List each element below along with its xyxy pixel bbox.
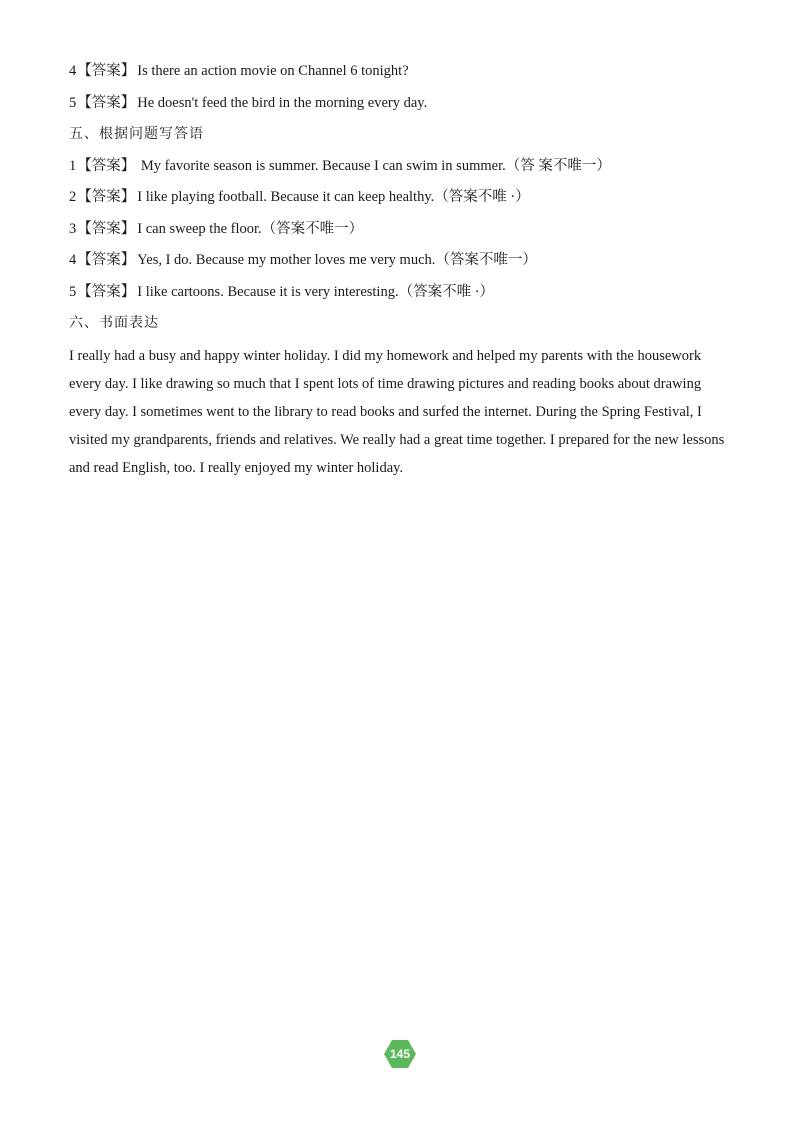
answer-number: 1: [69, 157, 77, 174]
document-body: [69, 56, 739, 482]
answer-text: Is there an action movie on Channel 6 tonight?: [137, 63, 409, 79]
essay-paragraph: I really had a busy and happy winter holiday. I did my homework and helped my parents with the housework every day. I like drawing so much that I spent lots of time drawing pictures and reading books about drawing every day. I sometimes went to the library to read books and surfed the internet. During the Spring Festival, I visited my grandparents, friends and relatives. We really had a great time together. I prepared for the new lessons and read English, too. I really enjoyed my winter holiday.: [69, 347, 725, 476]
answer-tag: 【答案】: [77, 189, 136, 205]
answer-tag: 【答案】: [77, 283, 136, 300]
answer-text: I like playing football. Because it can keep healthy.（答案不唯 ·）: [137, 189, 530, 205]
answer-line: [69, 245, 739, 277]
section-heading: 六、书面表达: [69, 315, 159, 331]
answer-text: I can sweep the floor.（答案不唯一）: [137, 220, 364, 237]
page-number: 145: [389, 1047, 411, 1061]
answer-number: 5: [69, 94, 77, 111]
section-heading: 五、根据问题写答语: [69, 126, 204, 142]
answer-line: [69, 277, 739, 309]
answer-line: [69, 214, 739, 246]
answer-line: [69, 88, 739, 120]
answer-tag: 【答案】: [77, 157, 136, 174]
page-number-badge: [384, 1040, 416, 1068]
answer-number: 3: [69, 220, 77, 237]
answer-number: 2: [69, 189, 77, 205]
answer-number: 4: [69, 63, 77, 79]
answer-tag: 【答案】: [77, 252, 136, 268]
answer-tag: 【答案】: [77, 94, 136, 111]
answer-tag: 【答案】: [77, 220, 136, 237]
answer-number: 5: [69, 283, 77, 300]
answer-text: I like cartoons. Because it is very interesting.（答案不唯 ·）: [137, 283, 495, 300]
answer-line: [69, 56, 739, 88]
answer-text: Yes, I do. Because my mother loves me very much.（答案不唯一）: [137, 252, 537, 268]
answer-number: 4: [69, 252, 77, 268]
answer-text: He doesn't feed the bird in the morning every day.: [137, 94, 428, 111]
answer-text: My favorite season is summer. Because I can swim in summer.（答 案不唯一）: [137, 157, 611, 174]
answer-line: [69, 151, 739, 183]
answer-line: [69, 182, 739, 214]
answer-tag: 【答案】: [77, 63, 136, 79]
